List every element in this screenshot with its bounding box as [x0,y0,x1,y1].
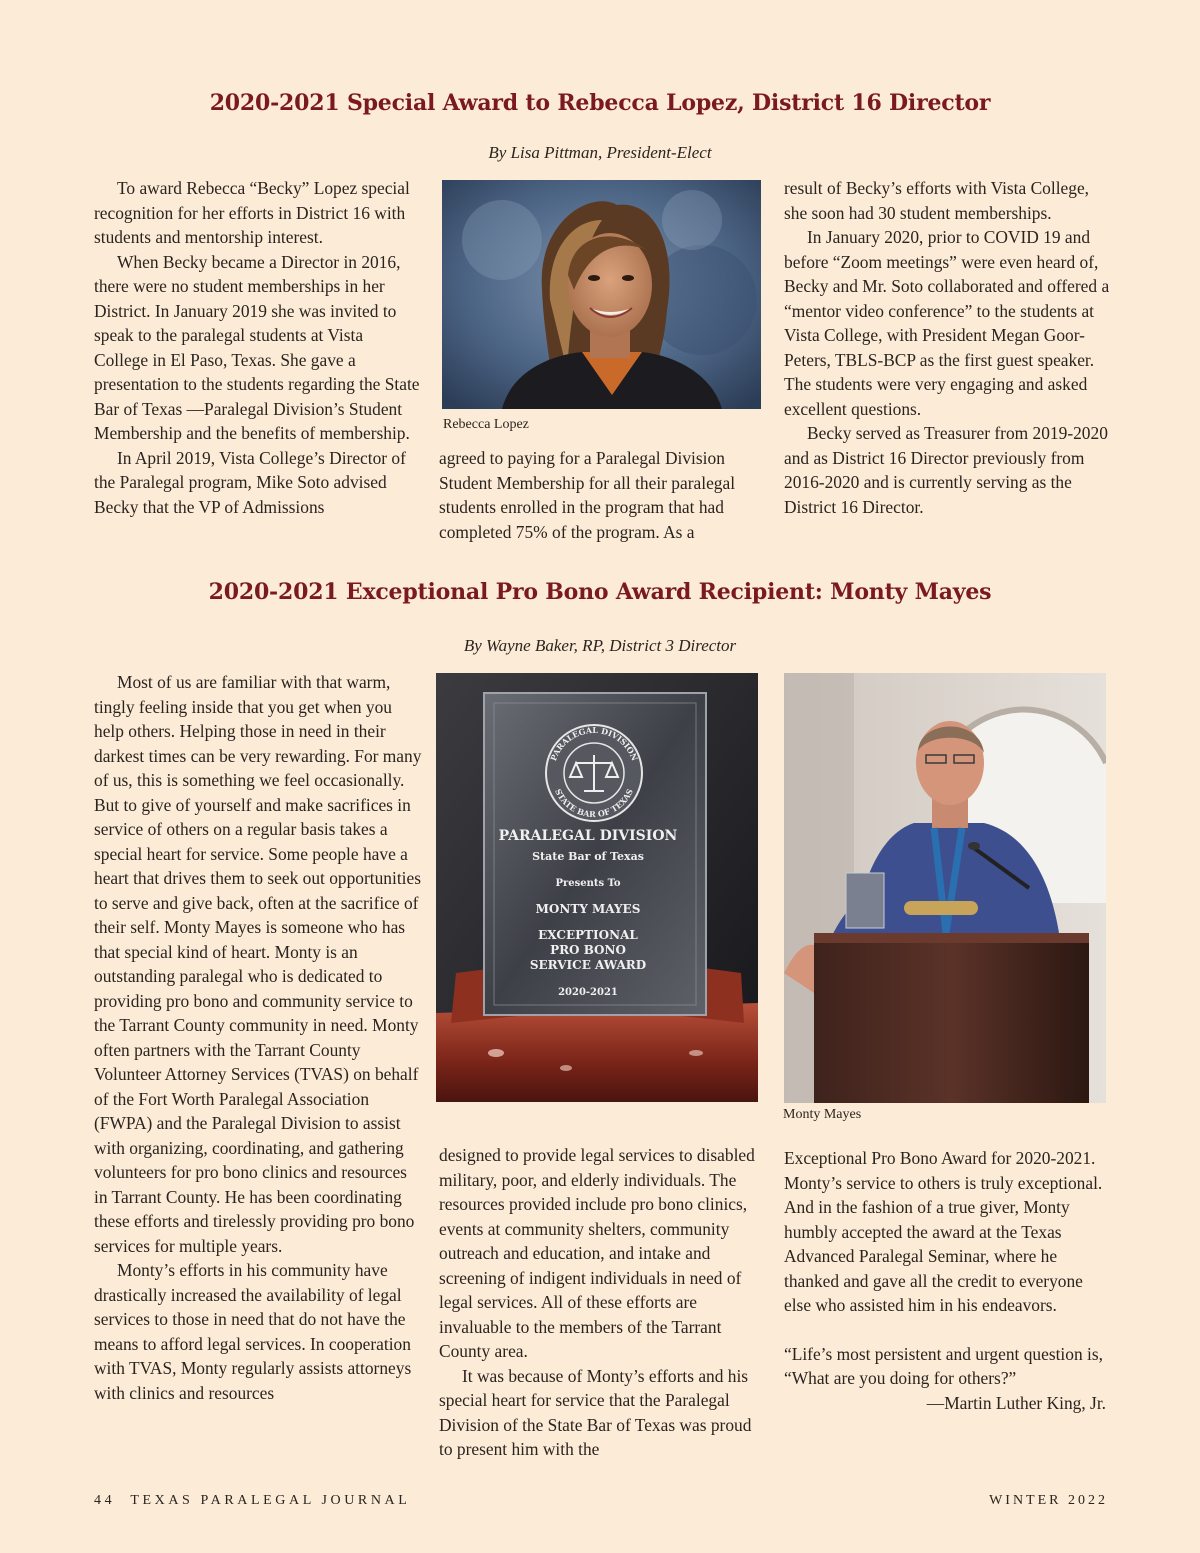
monty-mayes-photo [784,673,1106,1103]
plaque-line-7: SERVICE AWARD [529,958,647,972]
article1-column-1 [94,176,420,519]
plaque-line-4: MONTY MAYES [535,902,641,916]
paragraph: Monty’s efforts in his community have drastically increased the availability of legal services to those in need that do not have the means to afford legal services. In cooperation with TVAS, Monty regularly assists attorneys with clinics and resources [94,1260,412,1403]
plaque-line-6: PRO BONO [550,943,626,957]
plaque-line-5: EXCEPTIONAL [538,928,638,942]
article2-column-1 [94,670,424,1405]
article1-title: 2020-2021 Special Award to Rebecca Lopez, District 16 Director [209,90,991,116]
rebecca-lopez-photo [442,180,761,409]
footer-left [94,1493,410,1509]
seal-top-text: PARALEGAL DIVISION [548,724,640,763]
page-number: 44 [94,1493,116,1508]
paragraph: designed to provide legal services to disabled military, poor, and elderly individuals. The resources provided include pro bono clinics, events at community shelters, community outreach and education, and intake and screening of indigent individuals in need of legal services. All of these efforts are invaluable to the members of the Tarrant County area. [439,1145,755,1361]
quote: “Life’s most persistent and urgent question is, “What are you doing for others?” [784,1343,1103,1388]
rebecca-lopez-caption: Rebecca Lopez [443,417,529,432]
issue-date: WINTER 2022 [989,1493,1108,1508]
quote-attribution: —Martin Luther King, Jr. [926,1392,1106,1413]
monty-mayes-caption: Monty Mayes [783,1107,862,1122]
award-plaque-photo [436,673,758,1102]
article1-byline: By Lisa Pittman, President-Elect [488,143,712,162]
paragraph: Exceptional Pro Bono Award for 2020-2021. Monty’s service to others is truly exceptional. And in the fashion of a true giver, Monty humbly accepted the award at the Texas Advanced Paralegal Seminar, where he thanked and gave all the credit to everyone else who assisted him in his endeavors. [784,1148,1103,1315]
plaque-line-1: PARALEGAL DIVISION [498,828,678,844]
paragraph: When Becky became a Director in 2016, there were no student memberships in her District. In January 2019 she was invited to speak to the paralegal students at Vista College in El Paso, Texas. She gave a presentation to the students regarding the State Bar of Texas —Paralegal Division’s Student Membership and the benefits of membership. [94,251,420,443]
article2-title: 2020-2021 Exceptional Pro Bono Award Recipient: Monty Mayes [208,579,992,605]
plaque-line-3: Presents To [555,878,621,889]
paragraph: result of Becky’s efforts with Vista College, she soon had 30 student memberships. [784,178,1090,223]
paragraph: Most of us are familiar with that warm, tingly feeling inside that you get when you help others. Helping those in need in their darkest times can be very rewarding. For many of us, this is something we feel occasionally. But to give of yourself and make sacrifices in service of others on a regular basis takes a special heart for service. Some people have a heart that drives them to seek out opportunities to serve and give back, often at the sacrifice of their self. Monty Mayes is someone who has that special kind of heart. Monty is an outstanding paralegal who is dedicated to providing pro bono and community service to the Tarrant County community in need. Monty often partners with the Tarrant County Volunteer Attorney Services (TVAS) on behalf of the Fort Worth Paralegal Association (FWPA) and the Paralegal Division to assist with organizing, coordinating, and gathering volunteers for pro bono clinics and resources in Tarrant County. He has been coordinating these efforts and tirelessly providing pro bono services for multiple years. [94,672,422,1256]
paragraph: Becky served as Treasurer from 2019-2020 and as District 16 Director previously from 2016-2020 and is currently serving as the District 16 Director. [784,423,1108,517]
paragraph: agreed to paying for a Paralegal Division Student Membership for all their paralegal students enrolled in the program that had completed 75% of the program. As a [439,448,736,542]
article1-column-2 [439,446,769,544]
publication-name: TEXAS PARALEGAL JOURNAL [130,1493,411,1508]
article1-column-3 [784,176,1114,519]
plaque-line-8: 2020-2021 [558,987,618,998]
paragraph: In January 2020, prior to COVID 19 and before “Zoom meetings” were even heard of, Becky and Mr. Soto collaborated and offered a “mentor video conference” to the students at Vista College, with President Megan Goor-Peters, TBLS-BCP as the first guest speaker. The students were very engaging and asked excellent questions. [784,227,1110,419]
plaque-line-2: State Bar of Texas [532,850,644,863]
article2-column-3 [784,1146,1114,1415]
article2-byline: By Wayne Baker, RP, District 3 Director [463,636,737,655]
article2-column-2 [439,1143,769,1462]
paragraph: To award Rebecca “Becky” Lopez special recognition for her efforts in District 16 with students and mentorship interest. [94,178,410,247]
seal-bottom-text: STATE BAR OF TEXAS [553,787,635,820]
paragraph: It was because of Monty’s efforts and his special heart for service that the Paralegal Division of the State Bar of Texas was proud to present him with the [439,1365,752,1459]
paragraph: In April 2019, Vista College’s Director of the Paralegal program, Mike Soto advised Becky that the VP of Admissions [94,447,406,517]
